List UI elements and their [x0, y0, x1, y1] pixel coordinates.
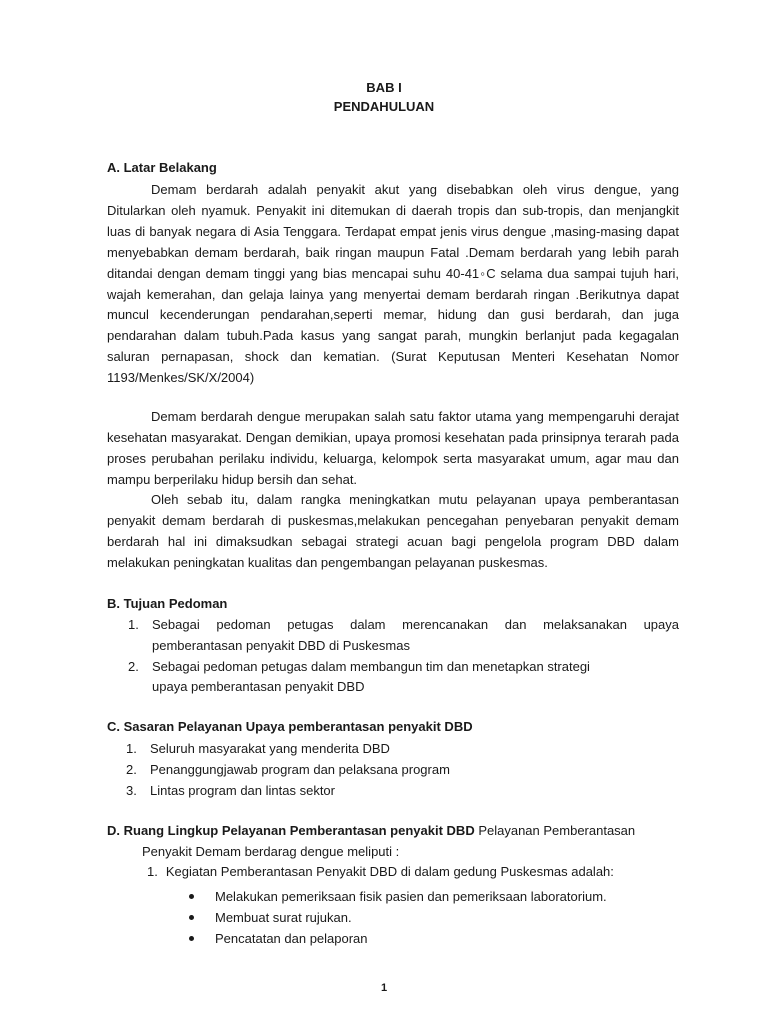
- list-item: upaya pemberantasan penyakit DBD: [152, 679, 365, 695]
- paragraph-2: Demam berdarah dengue merupakan salah satu faktor utama yang mempengaruhi derajat kesehatan masyarakat. Dengan demikian, upaya promosi kesehatan pada prinsipnya terarah pada proses perubahan perilaku individu, keluarga, kelompok serta masyarakat umum, agar mau dan mampu berperilaku hidup bersih dan sehat.: [107, 409, 679, 487]
- activities-list: [215, 886, 607, 949]
- list-item: 1. Seluruh masyarakat yang menderita DBD: [126, 741, 390, 756]
- chapter-label: BAB I: [366, 80, 402, 95]
- objectives-list: [128, 615, 679, 698]
- list-item: 2. Sebagai pedoman petugas dalam membangun tim dan menetapkan strategi: [128, 658, 590, 674]
- section-a-heading: A. Latar Belakang: [107, 160, 217, 175]
- section-d-subitem: 1. Kegiatan Pemberantasan Penyakit DBD di dalam gedung Puskesmas adalah:: [147, 864, 614, 879]
- page-number: 1: [380, 982, 388, 994]
- section-c-heading: C. Sasaran Pelayanan Upaya pemberantasan penyakit DBD: [107, 719, 473, 734]
- list-item: Pencatatan dan pelaporan: [215, 928, 607, 949]
- section-d-intro: Penyakit Demam berdarag dengue meliputi :: [142, 844, 400, 859]
- paragraph-3: Oleh sebab itu, dalam rangka meningkatkan mutu pelayanan upaya pemberantasan penyakit demam berdarah di puskesmas,melakukan pencegahan penyebaran penyakit demam berdarah hal ini dimaksudkan sebagai strategi acuan bagi pengelola program DBD dalam melakukan peningkatan kualitas dan pengembangan pelayanan puskesmas.: [107, 492, 679, 570]
- bullet-icon: [189, 894, 194, 899]
- chapter-title: PENDAHULUAN: [333, 99, 435, 114]
- section-b-heading: B. Tujuan Pedoman: [107, 596, 228, 611]
- targets-list: [126, 739, 450, 801]
- bullet-icon: [189, 936, 194, 941]
- list-item: Membuat surat rujukan.: [215, 907, 607, 928]
- section-d-heading: D. Ruang Lingkup Pelayanan Pemberantasan penyakit DBD Pelayanan Pemberantasan: [107, 823, 636, 838]
- paragraph-1: Demam berdarah adalah penyakit akut yang disebabkan oleh virus dengue, yang Ditularkan oleh nyamuk. Penyakit ini ditemukan di daerah tropis dan sub-tropis, dan menjangkit luas di banyak negara di Asia Tenggara. Terdapat empat jenis virus dengue ,masing-masing dapat menyebabkan demam berdarah, baik ringan maupun Fatal .Demam berdarah yang lebih parah ditandai dengan demam tinggi yang bias mencapai suhu 40-41◦C selama dua sampai tujuh hari, wajah kemerahan, dan gelaja lainya yang menyertai demam berdarah ringan .Berikutnya dapat muncul kecenderungan pendarahan,seperti memar, hidung dan gusi berdarah, dan juga pendarahan dalam tubuh.Pada kasus yang sangat parah, mungkin berlanjut pada kegagalan saluran pernapasan, shock dan kematian. (Surat Keputusan Menteri Kesehatan Nomor 1193/Menkes/SK/X/2004): [107, 182, 679, 386]
- list-item: Melakukan pemeriksaan fisik pasien dan pemeriksaan laboratorium.: [215, 886, 607, 907]
- list-item: 1. Sebagai pedoman petugas dalam merencanakan dan melaksanakan upaya pemberantasan penyakit DBD di Puskesmas: [128, 617, 679, 653]
- list-item: 3. Lintas program dan lintas sektor: [126, 782, 335, 798]
- list-item: 2. Penanggungjawab program dan pelaksana program: [126, 761, 450, 777]
- bullet-icon: [189, 915, 194, 920]
